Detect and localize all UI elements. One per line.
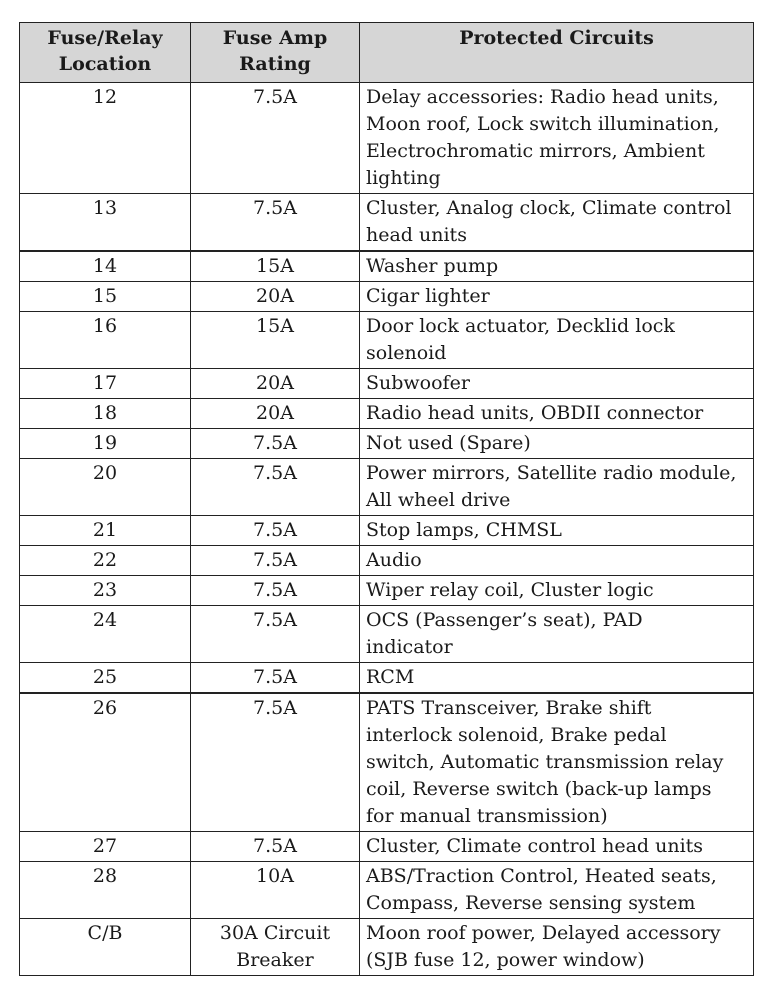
circuit-line: Compass, Reverse sensing system	[366, 892, 696, 914]
fuse-location-cell: 19	[20, 429, 191, 459]
table-row	[20, 516, 754, 546]
circuit-line: Cigar lighter	[366, 285, 490, 307]
fuse-rating-cell: 7.5A	[191, 832, 360, 862]
protected-circuits-cell	[360, 546, 754, 576]
circuit-line: Cluster, Analog clock, Climate control	[366, 197, 732, 219]
table-body	[20, 83, 754, 976]
table-row	[20, 83, 754, 194]
table-row	[20, 576, 754, 606]
fuse-location-cell: 25	[20, 663, 191, 694]
fuse-rating-cell: 7.5A	[191, 429, 360, 459]
circuit-line: Delay accessories: Radio head units,	[366, 86, 719, 108]
circuit-line: RCM	[366, 666, 415, 688]
circuit-line: switch, Automatic transmission relay	[366, 751, 724, 773]
table-row	[20, 693, 754, 832]
protected-circuits-cell	[360, 369, 754, 399]
fuse-location-cell: 27	[20, 832, 191, 862]
fuse-rating-line: 30A Circuit	[219, 922, 331, 944]
fuse-location-cell: 23	[20, 576, 191, 606]
circuit-line: Washer pump	[366, 255, 499, 277]
table-row	[20, 399, 754, 429]
circuit-line: for manual transmission)	[366, 805, 608, 827]
protected-circuits-cell	[360, 282, 754, 312]
fuse-table	[19, 22, 754, 976]
fuse-location-cell: 12	[20, 83, 191, 194]
protected-circuits-cell	[360, 194, 754, 252]
table-row	[20, 282, 754, 312]
protected-circuits-cell	[360, 399, 754, 429]
circuit-line: ABS/Traction Control, Heated seats,	[366, 865, 717, 887]
fuse-location-cell: C/B	[20, 919, 191, 976]
fuse-rating-cell: 15A	[191, 251, 360, 282]
fuse-rating-cell: 7.5A	[191, 459, 360, 516]
fuse-rating-cell: 7.5A	[191, 516, 360, 546]
protected-circuits-cell	[360, 576, 754, 606]
fuse-rating-cell: 7.5A	[191, 663, 360, 694]
fuse-location-cell: 26	[20, 693, 191, 832]
protected-circuits-cell	[360, 663, 754, 694]
circuit-line: lighting	[366, 167, 441, 189]
table-row	[20, 606, 754, 663]
protected-circuits-cell	[360, 459, 754, 516]
table-row	[20, 663, 754, 694]
protected-circuits-cell	[360, 832, 754, 862]
header-rating: Fuse Amp Rating	[191, 23, 360, 83]
fuse-rating-cell: 7.5A	[191, 83, 360, 194]
fuse-location-cell: 28	[20, 862, 191, 919]
fuse-rating-cell: 7.5A	[191, 576, 360, 606]
table-row	[20, 251, 754, 282]
protected-circuits-cell	[360, 429, 754, 459]
circuit-line: Audio	[366, 549, 422, 571]
circuit-line: Power mirrors, Satellite radio module,	[366, 462, 737, 484]
circuit-line: Door lock actuator, Decklid lock	[366, 315, 675, 337]
circuit-line: Radio head units, OBDII connector	[366, 402, 704, 424]
fuse-location-cell: 15	[20, 282, 191, 312]
fuse-rating-cell	[191, 919, 360, 976]
table-row	[20, 429, 754, 459]
protected-circuits-cell	[360, 83, 754, 194]
table-header-row	[20, 23, 754, 83]
protected-circuits-cell	[360, 312, 754, 369]
protected-circuits-cell	[360, 919, 754, 976]
fuse-rating-cell: 20A	[191, 369, 360, 399]
circuit-line: (SJB fuse 12, power window)	[366, 949, 645, 971]
header-location: Fuse/Relay Location	[20, 23, 191, 83]
protected-circuits-cell	[360, 606, 754, 663]
fuse-location-cell: 14	[20, 251, 191, 282]
fuse-location-cell: 21	[20, 516, 191, 546]
fuse-location-cell: 24	[20, 606, 191, 663]
circuit-line: Not used (Spare)	[366, 432, 531, 454]
table-row	[20, 832, 754, 862]
table-row	[20, 546, 754, 576]
fuse-rating-cell: 20A	[191, 282, 360, 312]
protected-circuits-cell	[360, 251, 754, 282]
table-row	[20, 459, 754, 516]
table-row	[20, 862, 754, 919]
circuit-line: solenoid	[366, 342, 447, 364]
fuse-location-cell: 20	[20, 459, 191, 516]
fuse-rating-cell: 15A	[191, 312, 360, 369]
protected-circuits-cell	[360, 862, 754, 919]
protected-circuits-cell	[360, 516, 754, 546]
table-row	[20, 312, 754, 369]
circuit-line: Cluster, Climate control head units	[366, 835, 704, 857]
circuit-line: Subwoofer	[366, 372, 470, 394]
circuit-line: Wiper relay coil, Cluster logic	[366, 579, 654, 601]
fuse-rating-cell: 7.5A	[191, 606, 360, 663]
circuit-line: OCS (Passenger’s seat), PAD	[366, 609, 643, 631]
fuse-rating-line: Breaker	[236, 949, 314, 971]
table-row	[20, 194, 754, 252]
header-circuits: Protected Circuits	[360, 23, 754, 83]
fuse-rating-cell: 20A	[191, 399, 360, 429]
fuse-rating-cell: 7.5A	[191, 546, 360, 576]
circuit-line: Stop lamps, CHMSL	[366, 519, 562, 541]
circuit-line: coil, Reverse switch (back-up lamps	[366, 778, 712, 800]
protected-circuits-cell	[360, 693, 754, 832]
circuit-line: head units	[366, 224, 467, 246]
fuse-rating-cell: 7.5A	[191, 194, 360, 252]
circuit-line: Moon roof power, Delayed accessory	[366, 922, 721, 944]
fuse-location-cell: 22	[20, 546, 191, 576]
circuit-line: Electrochromatic mirrors, Ambient	[366, 140, 705, 162]
fuse-rating-cell: 10A	[191, 862, 360, 919]
fuse-location-cell: 16	[20, 312, 191, 369]
fuse-rating-cell: 7.5A	[191, 693, 360, 832]
circuit-line: indicator	[366, 636, 453, 658]
circuit-line: PATS Transceiver, Brake shift	[366, 697, 652, 719]
table-row	[20, 919, 754, 976]
circuit-line: All wheel drive	[366, 489, 511, 511]
circuit-line: interlock solenoid, Brake pedal	[366, 724, 667, 746]
fuse-location-cell: 13	[20, 194, 191, 252]
fuse-location-cell: 18	[20, 399, 191, 429]
circuit-line: Moon roof, Lock switch illumination,	[366, 113, 720, 135]
fuse-location-cell: 17	[20, 369, 191, 399]
table-row	[20, 369, 754, 399]
